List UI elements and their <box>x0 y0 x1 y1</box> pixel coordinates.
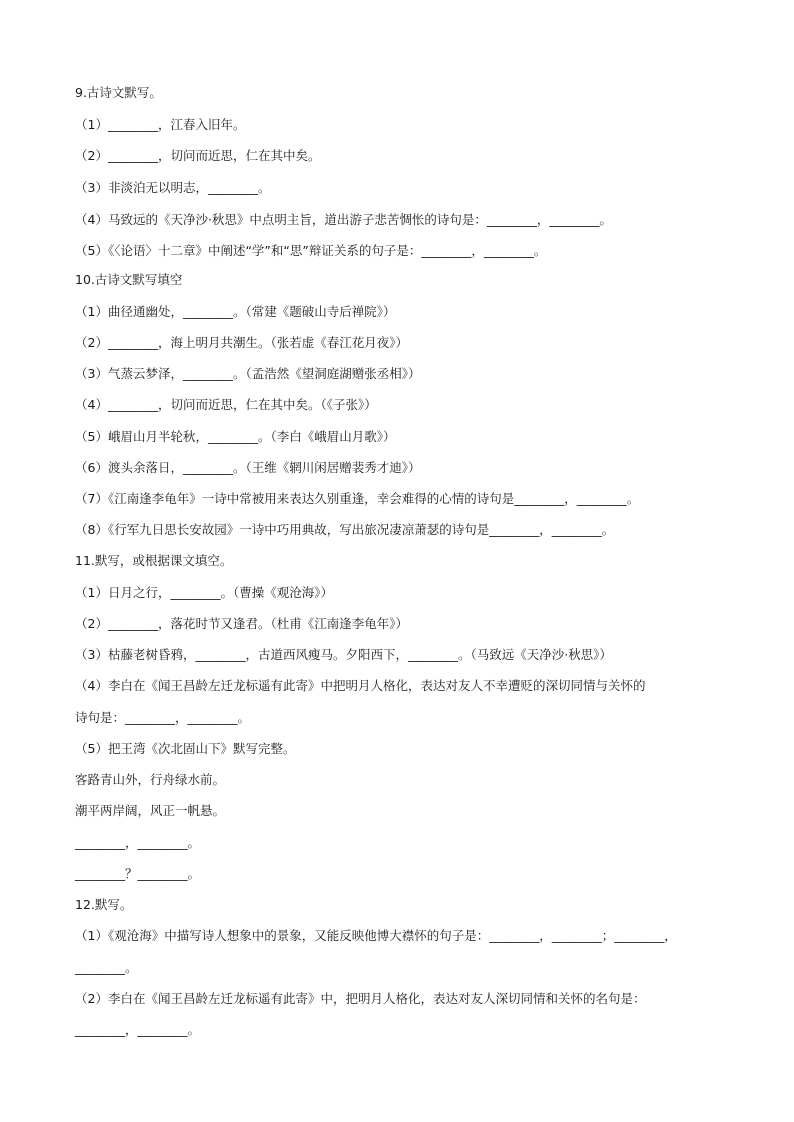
poem-line-1: 客路青山外，行舟绿水前。 <box>75 772 226 787</box>
question-10-item-7: （7）《江南逢李龟年》一诗中常被用来表达久别重逢，幸会难得的心情的诗句是________，________。 <box>75 491 640 506</box>
question-11-item-2: （2）________，落花时节又逢君。（杜甫《江南逢李龟年》） <box>75 616 408 631</box>
question-12-item-2: （2）李白在《闻王昌龄左迁龙标遥有此寄》中，把明月人格化，表达对友人深切同情和关怀的名句是： <box>75 991 646 1006</box>
question-10-item-8: （8）《行军九日思长安故园》一诗中巧用典故，写出旅况凄凉萧瑟的诗句是________，________。 <box>75 522 615 537</box>
question-10-item-2: （2）________，海上明月共潮生。（张若虚《春江花月夜》） <box>75 335 408 350</box>
question-9-item-4: （4）马致远的《天净沙·秋思》中点明主旨，道出游子悲苦惆怅的诗句是：________，________。 <box>75 212 612 227</box>
question-12-title: 12.默写。 <box>75 897 133 912</box>
question-12-item-2-cont: ________，________。 <box>75 1022 201 1037</box>
question-10-title: 10.古诗文默写填空 <box>75 272 183 287</box>
question-9-item-5: （5）《〈论语〉十二章》中阐述“学”和“思”辩证关系的句子是：________，________。 <box>75 243 547 258</box>
question-11-item-5: （5）把王湾《次北固山下》默写完整。 <box>75 741 296 756</box>
question-10-item-1: （1）曲径通幽处，________。（常建《题破山寺后禅院》） <box>75 304 396 319</box>
poem-blank-line-4: ________？________。 <box>75 866 201 881</box>
question-11-item-3: （3）枯藤老树昏鸦，________，古道西风瘦马。夕阳西下，________。（马致远《天净沙·秋思》） <box>75 647 612 662</box>
question-11-item-1: （1）日月之行，________。（曹操《观沧海》） <box>75 585 333 600</box>
question-10-item-5: （5）峨眉山月半轮秋，________。（李白《峨眉山月歌》） <box>75 429 396 444</box>
question-10-item-6: （6）渡头余落日，________。（王维《辋川闲居赠裴秀才迪》） <box>75 460 421 475</box>
question-10-item-4: （4）________，切问而近思，仁在其中矣。（《子张》） <box>75 397 377 412</box>
poem-line-2: 潮平两岸阔，风正一帆悬。 <box>75 803 226 818</box>
question-9-title: 9.古诗文默写。 <box>75 85 162 100</box>
question-12-item-1-cont: ________。 <box>75 960 138 975</box>
question-10-item-3: （3）气蒸云梦泽，________。（孟浩然《望洞庭湖赠张丞相》） <box>75 366 421 381</box>
question-9-item-3: （3）非淡泊无以明志，________。 <box>75 180 271 195</box>
question-11-item-4: （4）李白在《闻王昌龄左迁龙标遥有此寄》中把明月人格化，表达对友人不幸遭贬的深切同情与关怀的 <box>75 678 646 693</box>
question-9-item-1: （1）________，江春入旧年。 <box>75 117 246 132</box>
question-11-title: 11.默写，或根据课文填空。 <box>75 553 233 568</box>
question-12-item-1: （1）《观沧海》中描写诗人想象中的景象，又能反映他博大襟怀的句子是：________，________；________， <box>75 928 677 943</box>
question-11-item-4-cont: 诗句是：________，________。 <box>75 710 251 725</box>
poem-blank-line-3: ________，________。 <box>75 835 201 850</box>
question-9-item-2: （2）________，切问而近思，仁在其中矣。 <box>75 148 321 163</box>
